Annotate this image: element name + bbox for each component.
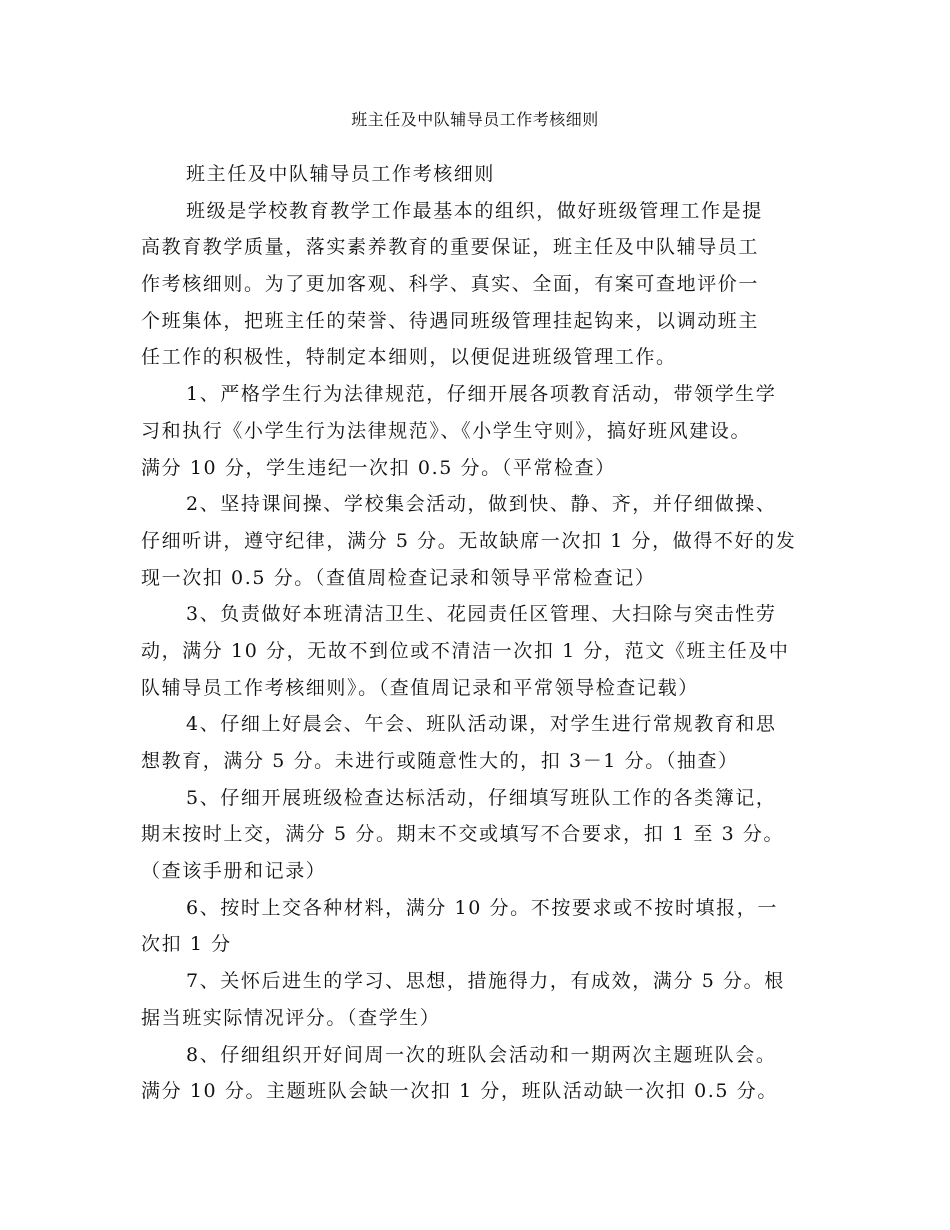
text-line: 7、关怀后进生的学习、思想，措施得力，有成效，满分 5 分。根	[186, 970, 785, 993]
text-line: 任工作的积极性，特制定本细则，以便促进班级管理工作。	[141, 346, 677, 369]
text-line: 个班集体，把班主任的荣誉、待遇同班级管理挂起钩来，以调动班主	[141, 309, 760, 332]
text-line: 现一次扣 0.5 分。（查值周检查记录和领导平常检查记）	[141, 566, 656, 589]
text-line: 6、按时上交各种材料，满分 10 分。不按要求或不按时填报，一	[186, 896, 778, 919]
text-line: （查该手册和记录）	[141, 860, 327, 883]
text-line: 5、仔细开展班级检查达标活动，仔细填写班队工作的各类簿记，	[186, 786, 777, 809]
text-line: 满分 10 分。主题班队会缺一次扣 1 分，班队活动缺一次扣 0.5 分。	[141, 1080, 778, 1103]
text-line: 动，满分 10 分，无故不到位或不清洁一次扣 1 分，范文《班主任及中	[141, 639, 790, 662]
text-line: 1、严格学生行为法律规范，仔细开展各项教育活动，带领学生学	[186, 383, 777, 406]
text-line: 想教育，满分 5 分。未进行或随意性大的，扣 3－1 分。（抽查）	[141, 750, 739, 772]
text-line: 习和执行《小学生行为法律规范》、《小学生守则》，搞好班风建设。	[141, 419, 752, 442]
text-line: 队辅导员工作考核细则》。（查值周记录和平常领导检查记载）	[141, 676, 699, 699]
document-body	[141, 156, 809, 1110]
text-line: 4、仔细上好晨会、午会、班队活动课，对学生进行常规教育和思	[186, 713, 777, 736]
page-header: 班主任及中队辅导员工作考核细则	[351, 110, 599, 129]
text-line: 班级是学校教育教学工作最基本的组织，做好班级管理工作是提	[186, 199, 763, 222]
text-line: 3、负责做好本班清洁卫生、花园责任区管理、大扫除与突击性劳	[186, 603, 777, 626]
text-line: 次扣 1 分	[141, 933, 232, 956]
text-line: 仔细听讲，遵守纪律，满分 5 分。无故缺席一次扣 1 分，做得不好的发	[141, 529, 797, 552]
text-line: 满分 10 分，学生违纪一次扣 0.5 分。（平常检查）	[141, 456, 616, 479]
text-line: 班主任及中队辅导员工作考核细则	[186, 163, 496, 185]
text-line: 8、仔细组织开好间周一次的班队会活动和一期两次主题班队会。	[186, 1043, 777, 1066]
text-line: 据当班实际情况评分。（查学生）	[141, 1006, 441, 1029]
text-line: 2、坚持课间操、学校集会活动，做到快、静、齐，并仔细做操、	[186, 493, 777, 516]
text-line: 作考核细则。为了更加客观、科学、真实、全面，有案可查地评价一	[141, 273, 760, 296]
text-line: 高教育教学质量，落实素养教育的重要保证，班主任及中队辅导员工	[141, 236, 760, 259]
text-line: 期末按时上交，满分 5 分。期末不交或填写不合要求，扣 1 至 3 分。	[141, 823, 785, 846]
